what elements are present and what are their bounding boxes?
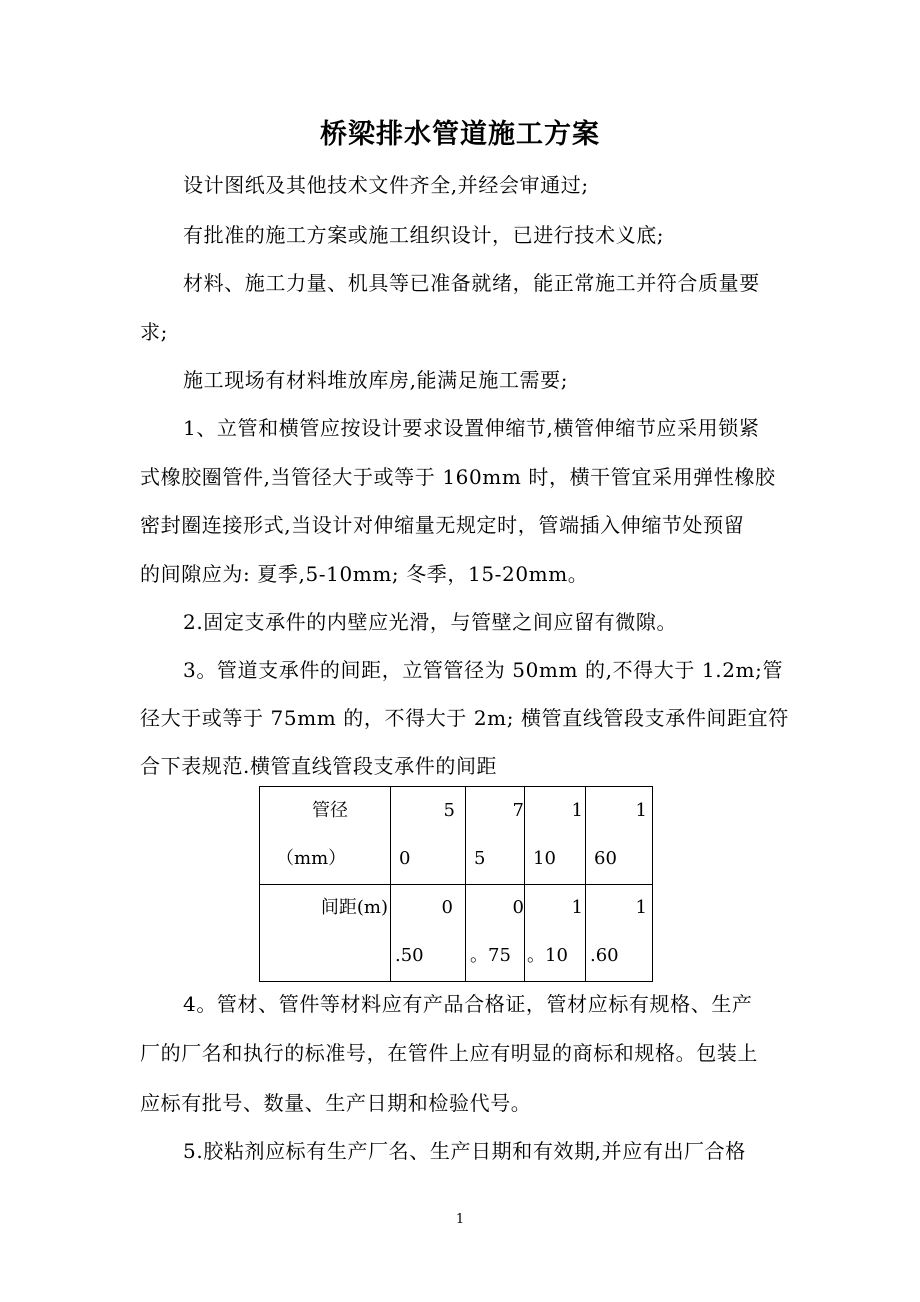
paragraph-item1-line4: 的间隙应为: 夏季,5-10mm; 冬季，15-20mm。 [140, 562, 589, 586]
paragraph-item5-line1: 5.胶粘剂应标有生产厂名、生产日期和有效期,并应有出厂合格 [183, 1139, 746, 1163]
table-cell-text: 。75 [470, 945, 511, 966]
table-cell-text: .60 [590, 945, 619, 966]
support-spacing-table [259, 786, 653, 982]
table-cell-text: 1 [635, 800, 647, 821]
paragraph-storage: 施工现场有材料堆放库房,能满足施工需要; [183, 368, 569, 392]
table-cell [525, 787, 586, 885]
paragraph-item4-line2: 厂的厂名和执行的标准号，在管件上应有明显的商标和规格。包装上 [140, 1041, 758, 1065]
table-cell-text: 1 [635, 897, 647, 918]
paragraph-item1-line2: 式橡胶圈管件,当管径大于或等于 160mm 时，横干管宜采用弹性橡胶 [140, 465, 776, 489]
table-cell-text: 5 [474, 848, 486, 869]
table-cell-spacing-header [260, 885, 391, 982]
table-cell-text: 1 [571, 800, 583, 821]
table-cell-text: 7 [512, 800, 524, 821]
paragraph-materials-line1: 材料、施工力量、机具等已准备就绪，能正常施工并符合质量要 [183, 271, 760, 295]
table-cell-text: 0 [441, 897, 453, 918]
table-cell-text: （mm） [276, 848, 347, 869]
table-cell-text: 0 [512, 897, 524, 918]
paragraph-item1-line1: 1、立管和横管应按设计要求设置伸缩节,横管伸缩节应采用锁紧 [183, 416, 760, 440]
table-cell [466, 885, 525, 982]
table-cell-text: 0 [399, 848, 411, 869]
table-cell-text: 。10 [527, 945, 568, 966]
table-cell-text: 管径 [312, 800, 348, 821]
table-cell-text: .50 [395, 945, 424, 966]
table-cell [586, 885, 653, 982]
table-cell [586, 787, 653, 885]
paragraph-item1-line3: 密封圈连接形式,当设计对伸缩量无规定时，管端插入伸缩节处预留 [140, 513, 745, 537]
paragraph-design-drawings: 设计图纸及其他技术文件齐全,并经会审通过; [183, 173, 589, 197]
paragraph-construction-plan: 有批准的施工方案或施工组织设计，已进行技术义底; [183, 223, 665, 247]
paragraph-item3-line1: 3。管道支承件的间距，立管管径为 50mm 的,不得大于 1.2m;管 [183, 658, 784, 682]
paragraph-item3-line2: 径大于或等于 75mm 的，不得大于 2m; 横管直线管段支承件间距宜符 [140, 706, 789, 730]
table-cell [391, 885, 466, 982]
table-row-diameter [260, 787, 653, 885]
table-cell-text: 间距(m) [320, 897, 388, 918]
document-title: 桥梁排水管道施工方案 [320, 119, 600, 150]
table-row-spacing [260, 885, 653, 982]
table-cell-text: 10 [533, 848, 556, 869]
paragraph-item4-line1: 4。管材、管件等材料应有产品合格证，管材应标有规格、生产 [183, 992, 753, 1016]
table-cell [391, 787, 466, 885]
paragraph-item3-line3: 合下表规范.横管直线管段支承件的间距 [140, 754, 498, 778]
paragraph-materials-line2: 求; [140, 320, 168, 344]
table-cell [466, 787, 525, 885]
table-cell-text: 60 [594, 848, 617, 869]
table-cell [525, 885, 586, 982]
table-cell-text: 1 [571, 897, 583, 918]
page-number: 1 [455, 1212, 465, 1227]
paragraph-item4-line3: 应标有批号、数量、生产日期和检验代号。 [140, 1091, 532, 1115]
table-cell-text: 5 [443, 800, 455, 821]
table-cell-diameter-header [260, 787, 391, 885]
paragraph-item2: 2.固定支承件的内壁应光滑，与管壁之间应留有微隙。 [183, 610, 678, 634]
